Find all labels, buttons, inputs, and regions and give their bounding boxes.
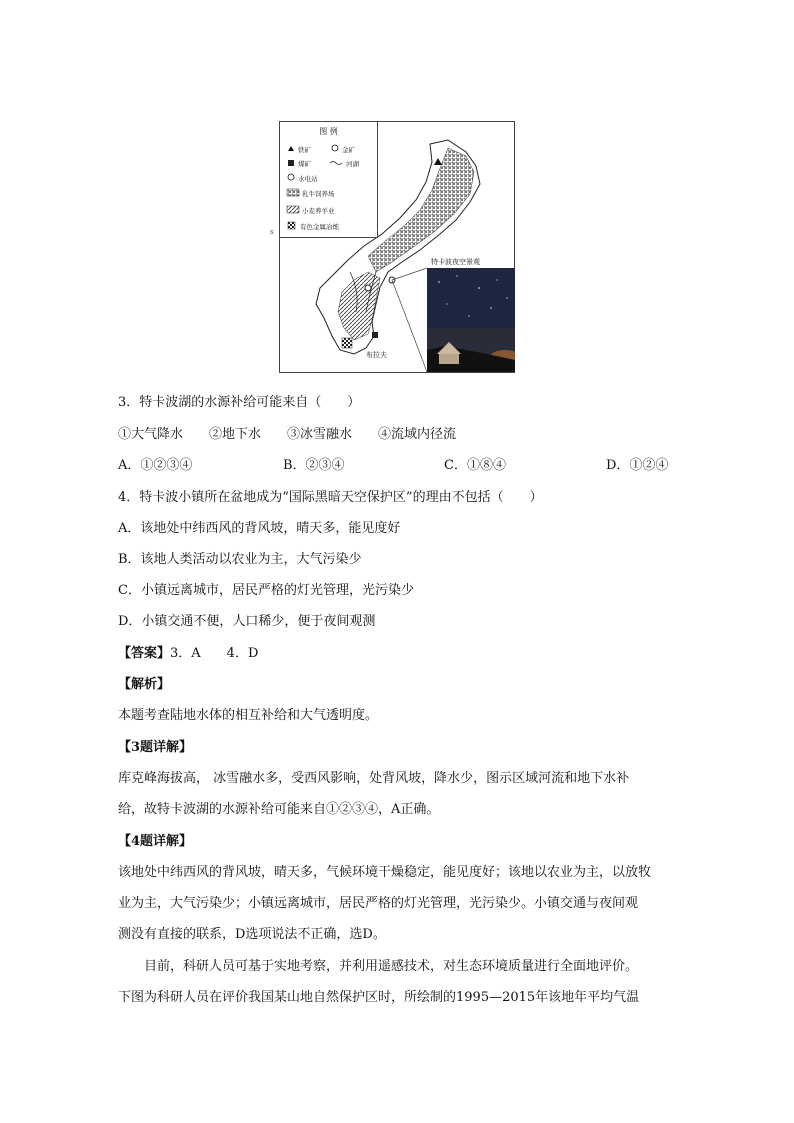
next-passage-line1: 目前，科研人员可基于实地考察，并利用遥感技术，对生态环境质量进行全面地评价。	[118, 959, 639, 974]
analysis-text: 本题考查陆地水体的相互补给和大气透明度。	[118, 708, 379, 723]
q3-option-d: D．①②④	[606, 458, 669, 473]
metal-smelting-mark	[342, 338, 352, 348]
detail3-line1: 库克峰海拔高， 冰雪融水多，受西风影响，处背风坡，降水少，图示区域河流和地下水补	[118, 771, 630, 786]
answer-line	[118, 646, 258, 662]
legend-metal-label: 有色金属冶炼	[300, 223, 339, 231]
place-label: 布拉夫	[366, 351, 387, 359]
legend-hydro-label: 水电站	[298, 175, 318, 183]
detail4-line2: 业为主，大气污染少；小镇远离城市，居民严格的灯光管理，光污染少。小镇交通与夜间观	[118, 896, 639, 911]
q4-option-c: C．小镇远离城市，居民严格的灯光管理，光污染少	[118, 583, 414, 598]
legend-gold-label: 金矿	[342, 146, 355, 154]
map-legend	[280, 122, 378, 238]
legend-iron-label: 铁矿	[298, 146, 311, 154]
photo-caption: 特卡波夜空景观	[431, 258, 480, 266]
night-sky-photo	[427, 268, 515, 372]
detail4-line1: 该地处中纬西风的背风坡，晴天多，气候环境干燥稳定，能见度好；该地以农业为主，以放牧	[118, 865, 652, 880]
detail4-label: 【4题详解】	[118, 834, 193, 849]
map-figure	[279, 121, 515, 373]
q4-option-b: B．该地人类活动以农业为主，大气污染少	[118, 552, 362, 567]
leader-line	[392, 280, 427, 372]
edge-mark: s	[270, 228, 274, 236]
q3-items: ①大气降水 ②地下水 ③冰雪融水 ④流域内径流	[118, 427, 457, 442]
q3-option-c: C．①⑧④	[444, 458, 506, 473]
q4-stem: 4．特卡波小镇所在盆地成为“国际黑暗天空保护区”的理由不包括（ ）	[118, 490, 543, 505]
detail4-line3: 测没有直接的联系，D选项说法不正确，选D。	[118, 927, 386, 942]
q3-option-a: A．①②③④	[118, 458, 193, 473]
legend-river-label: 河湖	[346, 160, 359, 168]
legend-cattle-label: 乳牛饲养场	[302, 190, 335, 198]
q4-option-a: A．该地处中纬西风的背风坡，晴天多，能见度好	[118, 521, 401, 536]
q3-option-b: B．②③④	[283, 458, 345, 473]
detail3-label: 【3题详解】	[118, 740, 193, 755]
night-sky-image	[427, 268, 515, 372]
q4-option-d: D．小镇交通不便，人口稀少，便于夜间观测	[118, 614, 376, 629]
q3-stem: 3．特卡波湖的水源补给可能来自（ ）	[118, 395, 361, 410]
detail3-line2: 给，故特卡波湖的水源补给可能来自①②③④，A正确。	[118, 802, 440, 817]
legend-coal-label: 煤矿	[298, 160, 311, 168]
answer-text: 3．A 4．D	[170, 646, 259, 661]
lake-mark	[365, 285, 371, 291]
legend-symbols	[280, 122, 377, 237]
legend-sheep-label: 小麦养羊业	[302, 207, 335, 215]
legend-title: 图 例	[319, 127, 338, 136]
analysis-label: 【解析】	[118, 677, 171, 692]
next-passage-line2: 下图为科研人员在评价我国某山地自然保护区时，所绘制的1995—2015年该地年平均气温	[118, 990, 640, 1005]
answer-label: 【答案】	[118, 646, 171, 661]
coal-mark	[372, 332, 378, 338]
leader-line	[392, 268, 427, 280]
